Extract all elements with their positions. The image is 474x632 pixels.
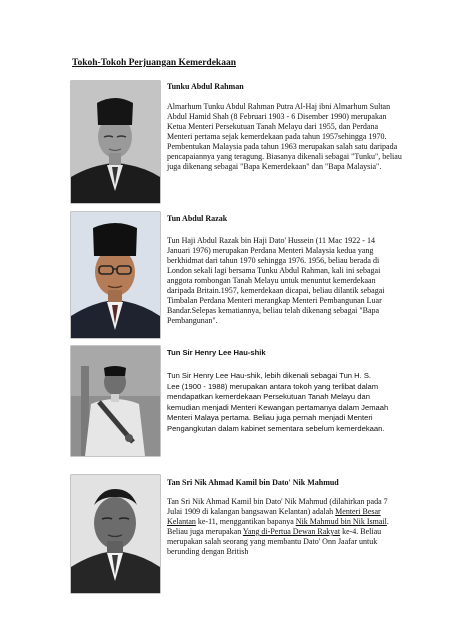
figure-name: Tun Sir Henry Lee Hau-shik xyxy=(167,348,266,357)
bio-line: Tun Haji Abdul Razak bin Haji Dato' Hussein (11 Mac 1922 - 14 xyxy=(167,236,375,245)
bio-line: kemudian menjadi Menteri Kewangan pertamanya dalam Jemaah xyxy=(167,402,389,412)
bio-text: Beliau juga merupakan xyxy=(167,527,243,536)
bio-link[interactable]: Nik Mahmud bin Nik Ismail xyxy=(295,517,387,526)
bio-line: juga dikenang sebagai "Bapa Kemerdekaan" dan "Bapa Malaysia". xyxy=(167,162,382,171)
bio-text: ke-4. Beliau xyxy=(340,527,382,536)
figure-name: Tun Abdul Razak xyxy=(167,214,228,223)
bio-line xyxy=(167,507,389,517)
bio-line: Lee (1900 - 1988) merupakan antara tokoh yang terlibat dalam xyxy=(167,381,379,391)
bio-text: berunding dengan British xyxy=(167,547,249,556)
bio-line xyxy=(167,537,389,547)
figure-bio xyxy=(167,236,384,326)
bio-line: berkhidmat dari tahun 1970 sehingga 1976. 1956, beliau berada di xyxy=(167,256,380,265)
figure-name: Tan Sri Nik Ahmad Kamil bin Dato' Nik Mahmud xyxy=(167,478,339,487)
bio-link[interactable]: Kelantan xyxy=(167,517,196,526)
portrait-photo-henry-lee xyxy=(71,346,160,456)
bio-line: Bandar.Selepas kematiannya, beliau telah dikenang sebagai "Bapa xyxy=(167,306,380,315)
portrait-photo-image xyxy=(71,475,160,593)
bio-line xyxy=(167,517,389,527)
bio-line: Menteri pertama sejak kemerdekaan pada tahun 1957sehingga 1970. xyxy=(167,132,387,141)
figure-bio xyxy=(167,102,402,172)
bio-line xyxy=(167,547,389,557)
bio-link[interactable]: Yang di-Pertua Dewan Rakyat xyxy=(242,527,341,536)
bio-line xyxy=(167,497,389,507)
bio-line xyxy=(167,527,389,537)
portrait-photo-image xyxy=(71,212,160,338)
portrait-photo-razak xyxy=(71,212,160,338)
bio-line: Pembangunan". xyxy=(167,316,218,325)
bio-link[interactable]: Menteri Besar xyxy=(335,507,381,516)
bio-text: . xyxy=(386,517,389,526)
bio-text: Julai 1909 di kalangan bangsawan Kelantan) adalah xyxy=(167,507,336,516)
bio-line: anggota rombongan Tanah Melayu untuk menuntut kemerdekaan xyxy=(167,276,376,285)
bio-line: Tun Sir Henry Lee Hau-shik, lebih dikenali sebagai Tun H. S. xyxy=(167,371,372,380)
portrait-photo-tunku xyxy=(71,81,160,203)
bio-line: Timbalan Perdana Menteri merangkap Menteri Pembangunan Luar xyxy=(167,296,382,305)
bio-text: ke-11, menggantikan bapanya xyxy=(195,517,296,526)
portrait-photo-image xyxy=(71,346,160,456)
portrait-photo-nik-ahmad-kamil xyxy=(71,475,160,593)
page-title: Tokoh-Tokoh Perjuangan Kemerdekaan xyxy=(72,58,236,68)
bio-line: Pengangkutan dalam kabinet sementara sebelum kemerdekaan. xyxy=(167,423,385,433)
bio-line: Abdul Hamid Shah (8 Februari 1903 - 6 Disember 1990) merupakan xyxy=(167,112,387,121)
figure-bio xyxy=(167,371,388,435)
bio-line: Ketua Menteri Persekutuan Tanah Melayu dari 1955, dan Perdana xyxy=(167,122,379,131)
figure-name: Tunku Abdul Rahman xyxy=(167,82,244,91)
bio-line: London sekali lagi bersama Tunku Abdul Rahman, kali ini sebagai xyxy=(167,266,381,275)
bio-text: merupakan salah seorang yang membantu Dato' Onn Jaafar untuk xyxy=(167,537,378,546)
bio-line: daripada Britain.1957, kemerdekaan dicapai, beliau dilantik sebagai xyxy=(167,286,385,295)
bio-line: Pembentukan Malaysia pada tahun 1963 merupakan salah satu daripada xyxy=(167,142,398,151)
bio-line: Menteri Malaya pertama. Beliau juga pernah menjadi Menteri xyxy=(167,413,373,423)
bio-line: Januari 1976) merupakan Perdana Menteri Malaysia kedua yang xyxy=(167,246,374,255)
bio-text: Tan Sri Nik Ahmad Kamil bin Dato' Nik Mahmud (dilahirkan pada 7 xyxy=(167,497,388,506)
bio-line: mendapatkan kemerdekaan Persekutuan Tanah Melayu dan xyxy=(167,392,370,402)
portrait-photo-image xyxy=(71,81,160,203)
figure-bio xyxy=(167,497,389,557)
bio-line: pencapaiannya yang teragung. Biasanya dikenali sebagai "Tunku", beliau xyxy=(167,152,402,161)
bio-line: Almarhum Tunku Abdul Rahman Putra Al-Haj ibni Almarhum Sultan xyxy=(167,102,391,111)
